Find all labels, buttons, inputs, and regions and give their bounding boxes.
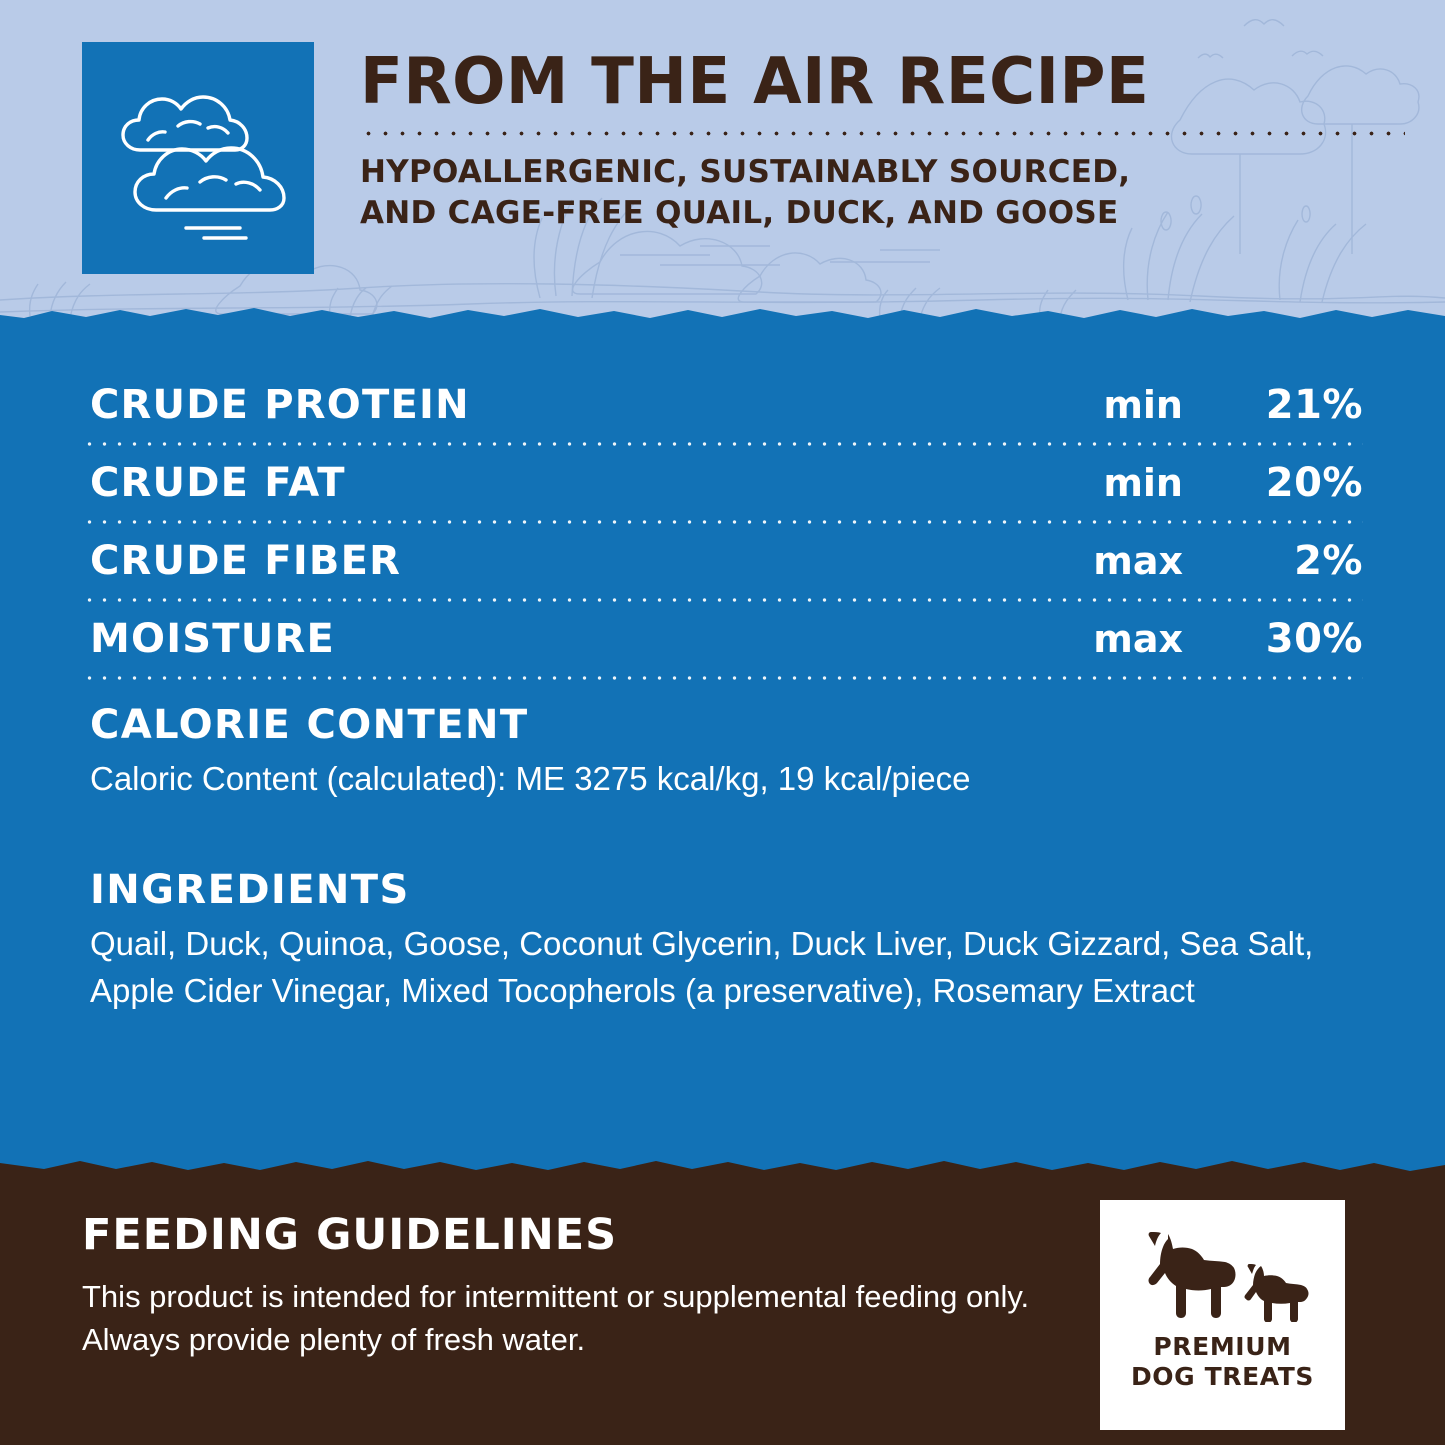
title-divider	[360, 131, 1405, 136]
header-banner	[0, 0, 1445, 326]
page-subtitle-line2: AND CAGE-FREE QUAIL, DUCK, AND GOOSE	[360, 195, 1119, 232]
nutrition-panel	[0, 326, 1445, 1156]
badge-label-line2: DOG TREATS	[1130, 1361, 1315, 1391]
page-title: FROM THE AIR RECIPE	[360, 45, 1150, 119]
feeding-footer	[0, 1156, 1445, 1445]
analysis-qualifier: max	[1093, 539, 1183, 583]
table-row	[82, 446, 1363, 520]
feeding-text-group	[82, 1204, 1100, 1362]
table-row	[82, 524, 1363, 598]
torn-edge-bottom	[0, 1156, 1445, 1179]
page-subtitle-line1: HYPOALLERGENIC, SUSTAINABLY SOURCED,	[360, 154, 1131, 191]
analysis-qualifier: min	[1103, 383, 1183, 427]
calorie-content-heading: CALORIE CONTENT	[90, 702, 529, 748]
two-dogs-icon	[1128, 1226, 1318, 1322]
analysis-value: 21%	[1265, 382, 1363, 428]
table-row	[82, 368, 1363, 442]
calorie-content-text: Caloric Content (calculated): ME 3275 kcal/kg, 19 kcal/piece	[90, 760, 971, 797]
badge-label-line1: PREMIUM	[1153, 1332, 1292, 1361]
feeding-guidelines-text: This product is intended for intermittent or supplemental feeding only. Always provide plenty of fresh water.	[82, 1279, 1030, 1357]
analysis-value: 2%	[1294, 538, 1363, 584]
analysis-qualifier: min	[1103, 461, 1183, 505]
analysis-value: 30%	[1265, 616, 1363, 662]
analysis-nutrient-name: CRUDE PROTEIN	[90, 382, 470, 428]
cloud-icon	[82, 42, 314, 274]
analysis-nutrient-name: MOISTURE	[90, 616, 335, 662]
analysis-nutrient-name: CRUDE FAT	[90, 460, 346, 506]
brand-logo	[82, 42, 314, 274]
analysis-nutrient-name: CRUDE FIBER	[90, 538, 402, 584]
ingredients-text: Quail, Duck, Quinoa, Goose, Coconut Glycerin, Duck Liver, Duck Gizzard, Sea Salt, Apple Cider Vinegar, Mixed Tocopherols (a preservative), Rosemary Extract	[90, 924, 1314, 1009]
analysis-qualifier: max	[1093, 617, 1183, 661]
feeding-guidelines-heading: FEEDING GUIDELINES	[82, 1210, 618, 1260]
badge-label	[1131, 1332, 1314, 1391]
table-row	[82, 602, 1363, 676]
analysis-value: 20%	[1265, 460, 1363, 506]
premium-dog-treats-badge	[1100, 1200, 1345, 1430]
ingredients-heading: INGREDIENTS	[90, 866, 410, 913]
torn-edge-top	[0, 305, 1445, 326]
header-text-group	[314, 42, 1405, 234]
